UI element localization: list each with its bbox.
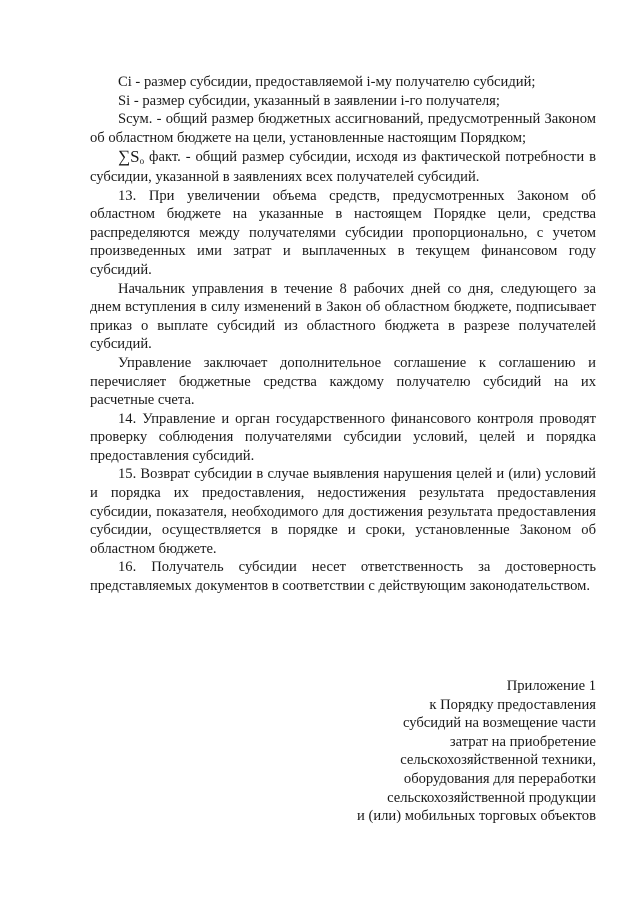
sum-fact-text: факт. - общий размер субсидии, исходя из фактической потребности в субсидии, указанной в заявлениях всех получателей субсидий. <box>90 149 596 185</box>
paragraph-16: 16. Получатель субсидии несет ответственность за достоверность представляемых документов в соответствии с действующим законодательством. <box>90 559 596 595</box>
paragraph-ssum: Sсум. - общий размер бюджетных ассигнований, предусмотренный Законом об областном бюджете на цели, установленные настоящим Порядком; <box>90 111 596 146</box>
document-body <box>90 73 596 596</box>
paragraph-ci: Ci - размер субсидии, предоставляемой i-му получателю субсидий; <box>118 74 536 90</box>
appendix-header <box>266 677 596 826</box>
paragraph-sum-fact <box>90 147 596 186</box>
appendix-line: субсидий на возмещение части <box>402 715 596 732</box>
sum-subscript: o <box>139 156 145 167</box>
sum-symbol: ∑S <box>118 147 140 167</box>
appendix-line: сельскохозяйственной техники, <box>400 752 596 769</box>
appendix-line: сельскохозяйственной продукции <box>387 789 596 806</box>
appendix-line: Приложение 1 <box>506 678 596 694</box>
paragraph-agreement: Управление заключает дополнительное соглашение к соглашению и перечисляет бюджетные средства каждому получателю субсидий на их расчетные счета. <box>90 354 596 409</box>
paragraph-14: 14. Управление и орган государственного финансового контроля проводят проверку соблюдения получателями субсидии условий, целей и порядка предоставления субсидий. <box>90 410 596 464</box>
appendix-line: и (или) мобильных торговых объектов <box>357 808 596 825</box>
appendix-line: оборудования для переработки <box>403 770 596 787</box>
appendix-line: к Порядку предоставления <box>429 696 596 713</box>
paragraph-13: 13. При увеличении объема средств, предусмотренных Законом об областном бюджете на указанные в настоящем Порядке цели, средства распределяются между получателями субсидии пропорционально, с учетом произведенных ими затрат и выплаченных в текущем финансовом году субсидий. <box>90 187 596 278</box>
appendix-line: затрат на приобретение <box>449 733 596 750</box>
paragraph-head-order: Начальник управления в течение 8 рабочих дней со дня, следующего за днем вступления в силу изменений в Закон об областном бюджете, подписывает приказ о выплате субсидий из областного бюджета в разрезе получателей субсидий. <box>90 280 596 353</box>
paragraph-si: Si - размер субсидии, указанный в заявлении i-го получателя; <box>118 92 500 109</box>
paragraph-15: 15. Возврат субсидии в случае выявления нарушения целей и (или) условий и порядка их предоставления, недостижения результата предоставления субсидии, показателя, необходимого для достижения результата предоставления субсидии, осуществляется в порядке и сроки, установленные Законом об областном бюджете. <box>90 466 596 557</box>
